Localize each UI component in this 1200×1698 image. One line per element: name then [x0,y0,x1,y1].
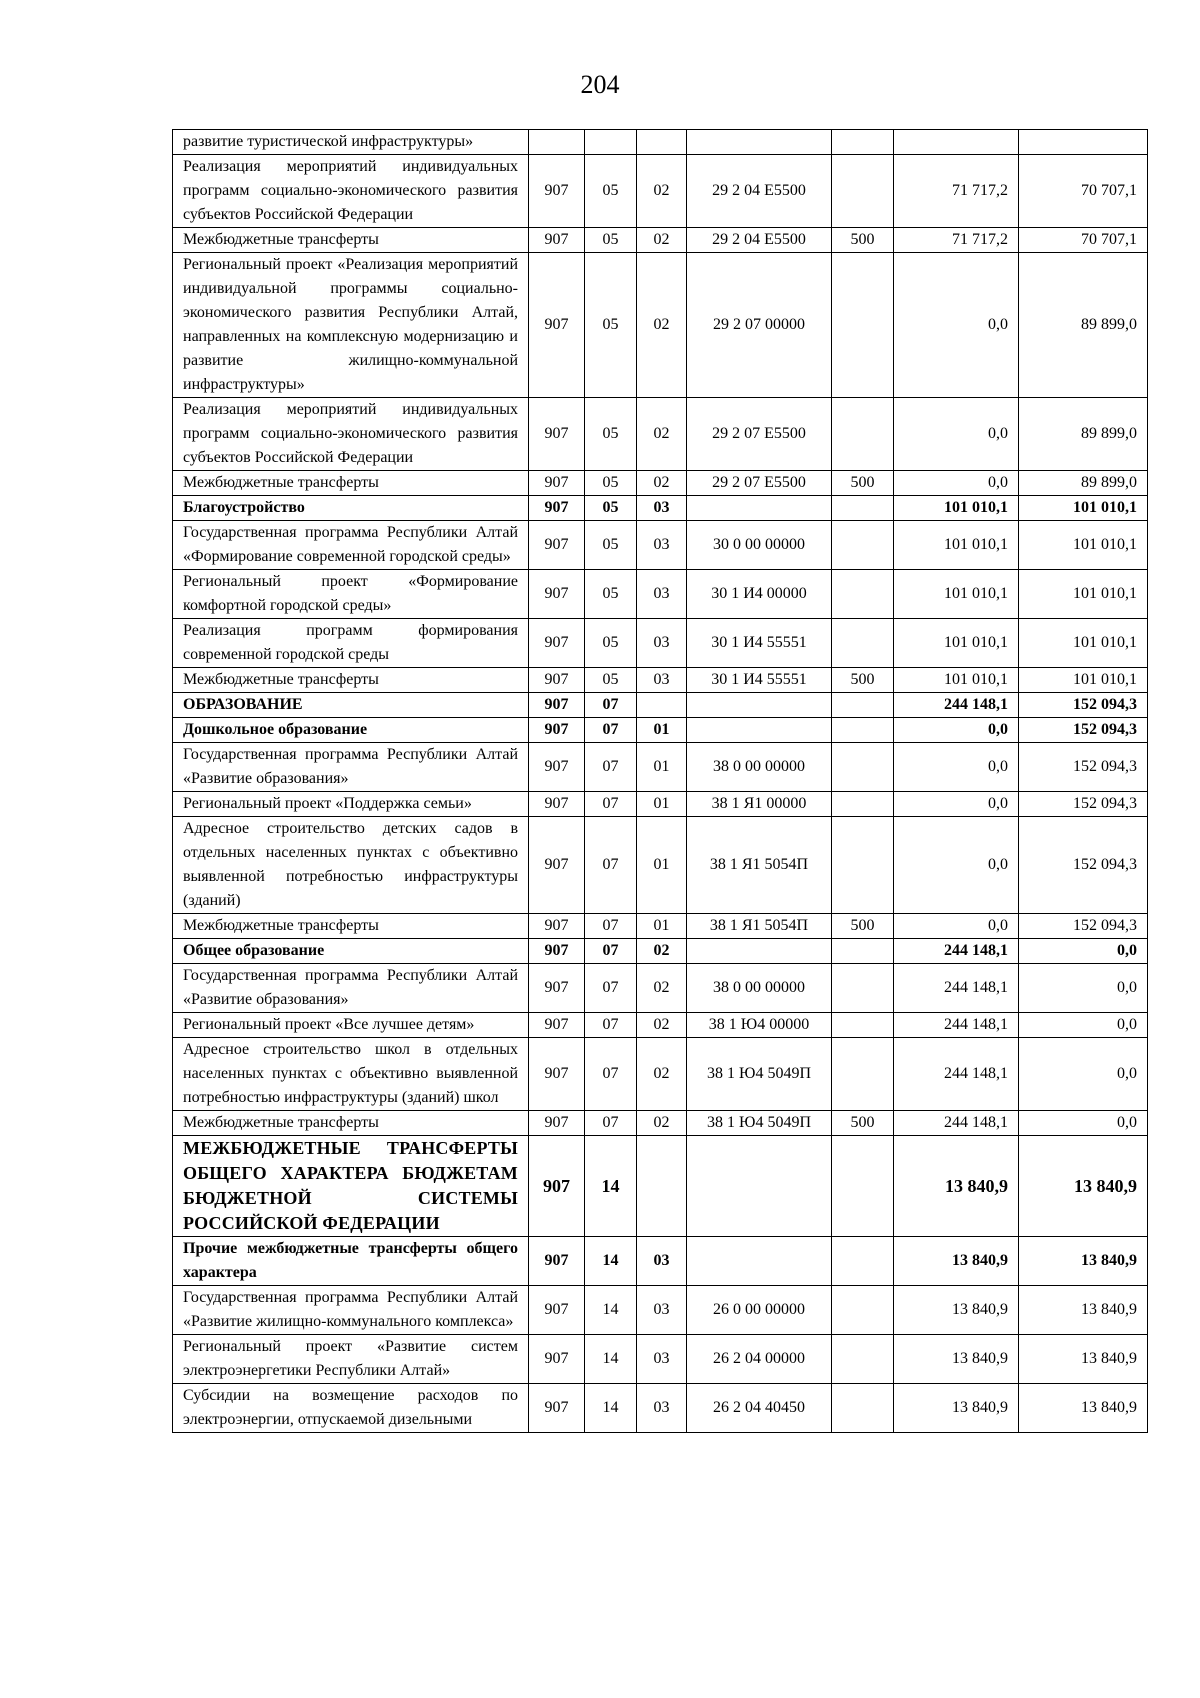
row-name: Государственная программа Республики Алтай «Развитие образования» [173,964,529,1013]
row-pr-code: 02 [637,471,687,496]
row-rz-code: 05 [585,398,637,471]
row-pr-code [637,693,687,718]
row-sum-2: 13 840,9 [1019,1286,1148,1335]
row-vr-code: 500 [832,668,894,693]
row-csr-code: 30 1 И4 55551 [687,668,832,693]
row-sum-1: 0,0 [894,914,1019,939]
row-name: Региональный проект «Развитие систем электроэнергетики Республики Алтай» [173,1335,529,1384]
row-vr-code [832,1335,894,1384]
row-rz-code: 07 [585,743,637,792]
row-sum-1: 71 717,2 [894,228,1019,253]
row-gr-code: 907 [529,743,585,792]
row-rz-code: 07 [585,693,637,718]
row-gr-code: 907 [529,398,585,471]
row-rz-code: 07 [585,792,637,817]
row-name: Региональный проект «Все лучшее детям» [173,1013,529,1038]
row-sum-1: 0,0 [894,471,1019,496]
row-sum-1: 101 010,1 [894,668,1019,693]
row-pr-code: 01 [637,792,687,817]
row-rz-code: 05 [585,228,637,253]
row-rz-code: 07 [585,817,637,914]
row-rz-code: 05 [585,619,637,668]
row-pr-code: 03 [637,521,687,570]
row-csr-code: 30 1 И4 00000 [687,570,832,619]
row-name: Общее образование [173,939,529,964]
row-csr-code [687,1237,832,1286]
row-pr-code: 02 [637,398,687,471]
row-pr-code: 01 [637,914,687,939]
row-sum-2: 101 010,1 [1019,521,1148,570]
row-sum-1: 13 840,9 [894,1335,1019,1384]
row-csr-code: 38 1 Ю4 5049П [687,1038,832,1111]
row-gr-code: 907 [529,939,585,964]
row-csr-code: 38 1 Я1 00000 [687,792,832,817]
row-name: Межбюджетные трансферты [173,1111,529,1136]
row-rz-code: 14 [585,1237,637,1286]
row-rz-code: 05 [585,155,637,228]
table-row [173,1384,1148,1433]
row-pr-code: 01 [637,817,687,914]
table-row [173,718,1148,743]
row-vr-code [832,1013,894,1038]
row-rz-code: 14 [585,1384,637,1433]
row-sum-2: 70 707,1 [1019,155,1148,228]
row-sum-1: 244 148,1 [894,693,1019,718]
table-row [173,668,1148,693]
row-sum-2: 89 899,0 [1019,398,1148,471]
row-rz-code: 14 [585,1136,637,1237]
row-vr-code [832,1038,894,1111]
row-gr-code: 907 [529,1237,585,1286]
row-gr-code: 907 [529,471,585,496]
row-vr-code [832,1237,894,1286]
row-gr-code [529,130,585,155]
row-gr-code: 907 [529,718,585,743]
row-sum-2: 0,0 [1019,1111,1148,1136]
row-gr-code: 907 [529,496,585,521]
row-vr-code [832,1286,894,1335]
row-vr-code [832,693,894,718]
row-csr-code [687,939,832,964]
table-row [173,964,1148,1013]
row-csr-code: 29 2 07 Е5500 [687,471,832,496]
table-row [173,817,1148,914]
row-sum-1: 0,0 [894,253,1019,398]
row-name: развитие туристической инфраструктуры» [173,130,529,155]
row-sum-2: 13 840,9 [1019,1384,1148,1433]
row-vr-code: 500 [832,471,894,496]
row-name: МЕЖБЮДЖЕТНЫЕ ТРАНСФЕРТЫ ОБЩЕГО ХАРАКТЕРА БЮДЖЕТАМ БЮДЖЕТНОЙ СИСТЕМЫ РОССИЙСКОЙ ФЕДЕРАЦИИ [173,1136,529,1237]
row-vr-code [832,130,894,155]
row-sum-1: 244 148,1 [894,939,1019,964]
row-sum-2: 70 707,1 [1019,228,1148,253]
row-sum-2: 152 094,3 [1019,817,1148,914]
row-gr-code: 907 [529,668,585,693]
row-pr-code: 02 [637,964,687,1013]
row-rz-code: 07 [585,1013,637,1038]
row-vr-code [832,718,894,743]
row-gr-code: 907 [529,792,585,817]
row-name: Адресное строительство детских садов в отдельных населенных пунктах с объективно выявленной потребностью инфраструктуры (зданий) [173,817,529,914]
table-row [173,1237,1148,1286]
row-sum-2: 101 010,1 [1019,668,1148,693]
row-pr-code: 03 [637,619,687,668]
table-row [173,939,1148,964]
row-name: Прочие межбюджетные трансферты общего характера [173,1237,529,1286]
row-name: Межбюджетные трансферты [173,914,529,939]
row-gr-code: 907 [529,155,585,228]
row-sum-2: 13 840,9 [1019,1335,1148,1384]
row-vr-code: 500 [832,228,894,253]
row-vr-code [832,155,894,228]
row-sum-1: 0,0 [894,718,1019,743]
table-row [173,619,1148,668]
row-vr-code: 500 [832,914,894,939]
row-sum-2: 0,0 [1019,964,1148,1013]
budget-table [172,129,1148,1433]
table-row [173,398,1148,471]
row-gr-code: 907 [529,253,585,398]
row-sum-2: 13 840,9 [1019,1237,1148,1286]
row-vr-code [832,1136,894,1237]
row-sum-2: 152 094,3 [1019,743,1148,792]
row-rz-code: 07 [585,914,637,939]
row-csr-code: 29 2 07 Е5500 [687,398,832,471]
table-row [173,743,1148,792]
row-rz-code: 05 [585,496,637,521]
row-sum-1: 13 840,9 [894,1286,1019,1335]
row-pr-code: 02 [637,155,687,228]
row-csr-code: 38 1 Ю4 00000 [687,1013,832,1038]
page-number: 204 [580,70,620,99]
row-gr-code: 907 [529,1111,585,1136]
row-csr-code [687,693,832,718]
row-sum-1: 244 148,1 [894,1013,1019,1038]
row-name: Межбюджетные трансферты [173,668,529,693]
row-pr-code: 02 [637,1013,687,1038]
row-sum-2: 89 899,0 [1019,253,1148,398]
row-name: Реализация мероприятий индивидуальных программ социально-экономического развития субъектов Российской Федерации [173,398,529,471]
row-sum-2: 101 010,1 [1019,496,1148,521]
row-vr-code [832,964,894,1013]
table-row [173,155,1148,228]
row-vr-code [832,939,894,964]
table-row [173,471,1148,496]
table-row [173,1286,1148,1335]
row-csr-code: 30 0 00 00000 [687,521,832,570]
row-csr-code [687,1136,832,1237]
row-sum-2: 0,0 [1019,939,1148,964]
row-pr-code: 03 [637,570,687,619]
row-pr-code [637,130,687,155]
table-row [173,1136,1148,1237]
row-name: Государственная программа Республики Алтай «Развитие образования» [173,743,529,792]
row-csr-code: 38 1 Я1 5054П [687,914,832,939]
table-row [173,792,1148,817]
row-rz-code: 05 [585,471,637,496]
row-name: Государственная программа Республики Алтай «Развитие жилищно-коммунального комплекса» [173,1286,529,1335]
row-rz-code: 05 [585,521,637,570]
row-gr-code: 907 [529,693,585,718]
row-gr-code: 907 [529,1136,585,1237]
row-name: Межбюджетные трансферты [173,228,529,253]
row-sum-1: 101 010,1 [894,521,1019,570]
row-name: Региональный проект «Реализация мероприятий индивидуальной программы социально-экономического развития Республики Алтай, направленных на комплексную модернизацию и развитие жилищно-коммунальной инфраструктуры» [173,253,529,398]
row-vr-code [832,1384,894,1433]
row-gr-code: 907 [529,228,585,253]
row-sum-2: 152 094,3 [1019,914,1148,939]
row-sum-2: 89 899,0 [1019,471,1148,496]
row-csr-code: 38 0 00 00000 [687,743,832,792]
row-gr-code: 907 [529,914,585,939]
row-csr-code: 38 1 Я1 5054П [687,817,832,914]
row-name: Субсидии на возмещение расходов по электроэнергии, отпускаемой дизельными [173,1384,529,1433]
row-sum-2: 152 094,3 [1019,693,1148,718]
row-rz-code: 14 [585,1335,637,1384]
table-row [173,693,1148,718]
row-gr-code: 907 [529,619,585,668]
row-vr-code [832,496,894,521]
row-gr-code: 907 [529,570,585,619]
row-pr-code: 02 [637,1038,687,1111]
row-csr-code: 29 2 07 00000 [687,253,832,398]
row-name: Благоустройство [173,496,529,521]
row-gr-code: 907 [529,817,585,914]
row-name: Адресное строительство школ в отдельных населенных пунктах с объективно выявленной потребностью инфраструктуры (зданий) школ [173,1038,529,1111]
table-row [173,1013,1148,1038]
row-name: Региональный проект «Поддержка семьи» [173,792,529,817]
budget-table-body [173,130,1148,1433]
row-gr-code: 907 [529,1013,585,1038]
row-rz-code: 07 [585,1038,637,1111]
row-pr-code: 03 [637,1237,687,1286]
row-vr-code [832,792,894,817]
row-sum-1: 101 010,1 [894,570,1019,619]
row-sum-1: 0,0 [894,398,1019,471]
table-row [173,130,1148,155]
table-row [173,1335,1148,1384]
row-pr-code: 03 [637,668,687,693]
row-sum-2: 152 094,3 [1019,718,1148,743]
table-row [173,253,1148,398]
row-csr-code [687,718,832,743]
row-vr-code [832,253,894,398]
row-rz-code: 05 [585,253,637,398]
row-pr-code: 02 [637,939,687,964]
row-rz-code: 07 [585,1111,637,1136]
row-sum-1: 244 148,1 [894,1111,1019,1136]
table-row [173,521,1148,570]
row-vr-code [832,398,894,471]
row-pr-code: 03 [637,1286,687,1335]
row-sum-1: 13 840,9 [894,1237,1019,1286]
row-rz-code: 07 [585,964,637,1013]
row-csr-code: 26 2 04 40450 [687,1384,832,1433]
row-sum-1: 13 840,9 [894,1384,1019,1433]
row-gr-code: 907 [529,1335,585,1384]
table-row [173,914,1148,939]
row-csr-code: 38 1 Ю4 5049П [687,1111,832,1136]
row-sum-1 [894,130,1019,155]
row-pr-code: 03 [637,1335,687,1384]
row-sum-1: 244 148,1 [894,964,1019,1013]
row-pr-code: 01 [637,718,687,743]
row-sum-2 [1019,130,1148,155]
row-sum-2: 101 010,1 [1019,570,1148,619]
table-row [173,1111,1148,1136]
table-row [173,228,1148,253]
row-rz-code: 14 [585,1286,637,1335]
row-sum-1: 0,0 [894,743,1019,792]
table-row [173,496,1148,521]
row-gr-code: 907 [529,1384,585,1433]
row-gr-code: 907 [529,521,585,570]
row-gr-code: 907 [529,1286,585,1335]
row-rz-code: 07 [585,939,637,964]
row-rz-code [585,130,637,155]
row-vr-code [832,817,894,914]
row-sum-1: 71 717,2 [894,155,1019,228]
row-pr-code: 03 [637,496,687,521]
row-csr-code [687,130,832,155]
row-sum-1: 244 148,1 [894,1038,1019,1111]
row-pr-code: 02 [637,1111,687,1136]
row-rz-code: 05 [585,668,637,693]
row-sum-2: 0,0 [1019,1013,1148,1038]
row-sum-2: 101 010,1 [1019,619,1148,668]
row-sum-1: 13 840,9 [894,1136,1019,1237]
row-sum-1: 0,0 [894,792,1019,817]
row-name: Дошкольное образование [173,718,529,743]
row-pr-code: 01 [637,743,687,792]
row-pr-code: 02 [637,228,687,253]
row-sum-2: 0,0 [1019,1038,1148,1111]
row-gr-code: 907 [529,964,585,1013]
row-sum-1: 0,0 [894,817,1019,914]
table-row [173,570,1148,619]
row-sum-1: 101 010,1 [894,619,1019,668]
row-csr-code: 30 1 И4 55551 [687,619,832,668]
row-name: Реализация мероприятий индивидуальных программ социально-экономического развития субъектов Российской Федерации [173,155,529,228]
row-csr-code: 29 2 04 Е5500 [687,228,832,253]
row-name: ОБРАЗОВАНИЕ [173,693,529,718]
row-vr-code [832,619,894,668]
row-sum-2: 13 840,9 [1019,1136,1148,1237]
row-rz-code: 07 [585,718,637,743]
row-csr-code: 29 2 04 Е5500 [687,155,832,228]
table-row [173,1038,1148,1111]
row-pr-code [637,1136,687,1237]
row-name: Государственная программа Республики Алтай «Формирование современной городской среды» [173,521,529,570]
row-vr-code: 500 [832,1111,894,1136]
row-vr-code [832,743,894,792]
row-csr-code: 26 0 00 00000 [687,1286,832,1335]
row-vr-code [832,521,894,570]
row-name: Реализация программ формирования современной городской среды [173,619,529,668]
row-csr-code [687,496,832,521]
row-csr-code: 26 2 04 00000 [687,1335,832,1384]
row-vr-code [832,570,894,619]
row-gr-code: 907 [529,1038,585,1111]
row-name: Региональный проект «Формирование комфортной городской среды» [173,570,529,619]
row-pr-code: 03 [637,1384,687,1433]
row-name: Межбюджетные трансферты [173,471,529,496]
row-csr-code: 38 0 00 00000 [687,964,832,1013]
row-sum-2: 152 094,3 [1019,792,1148,817]
row-rz-code: 05 [585,570,637,619]
row-sum-1: 101 010,1 [894,496,1019,521]
row-pr-code: 02 [637,253,687,398]
